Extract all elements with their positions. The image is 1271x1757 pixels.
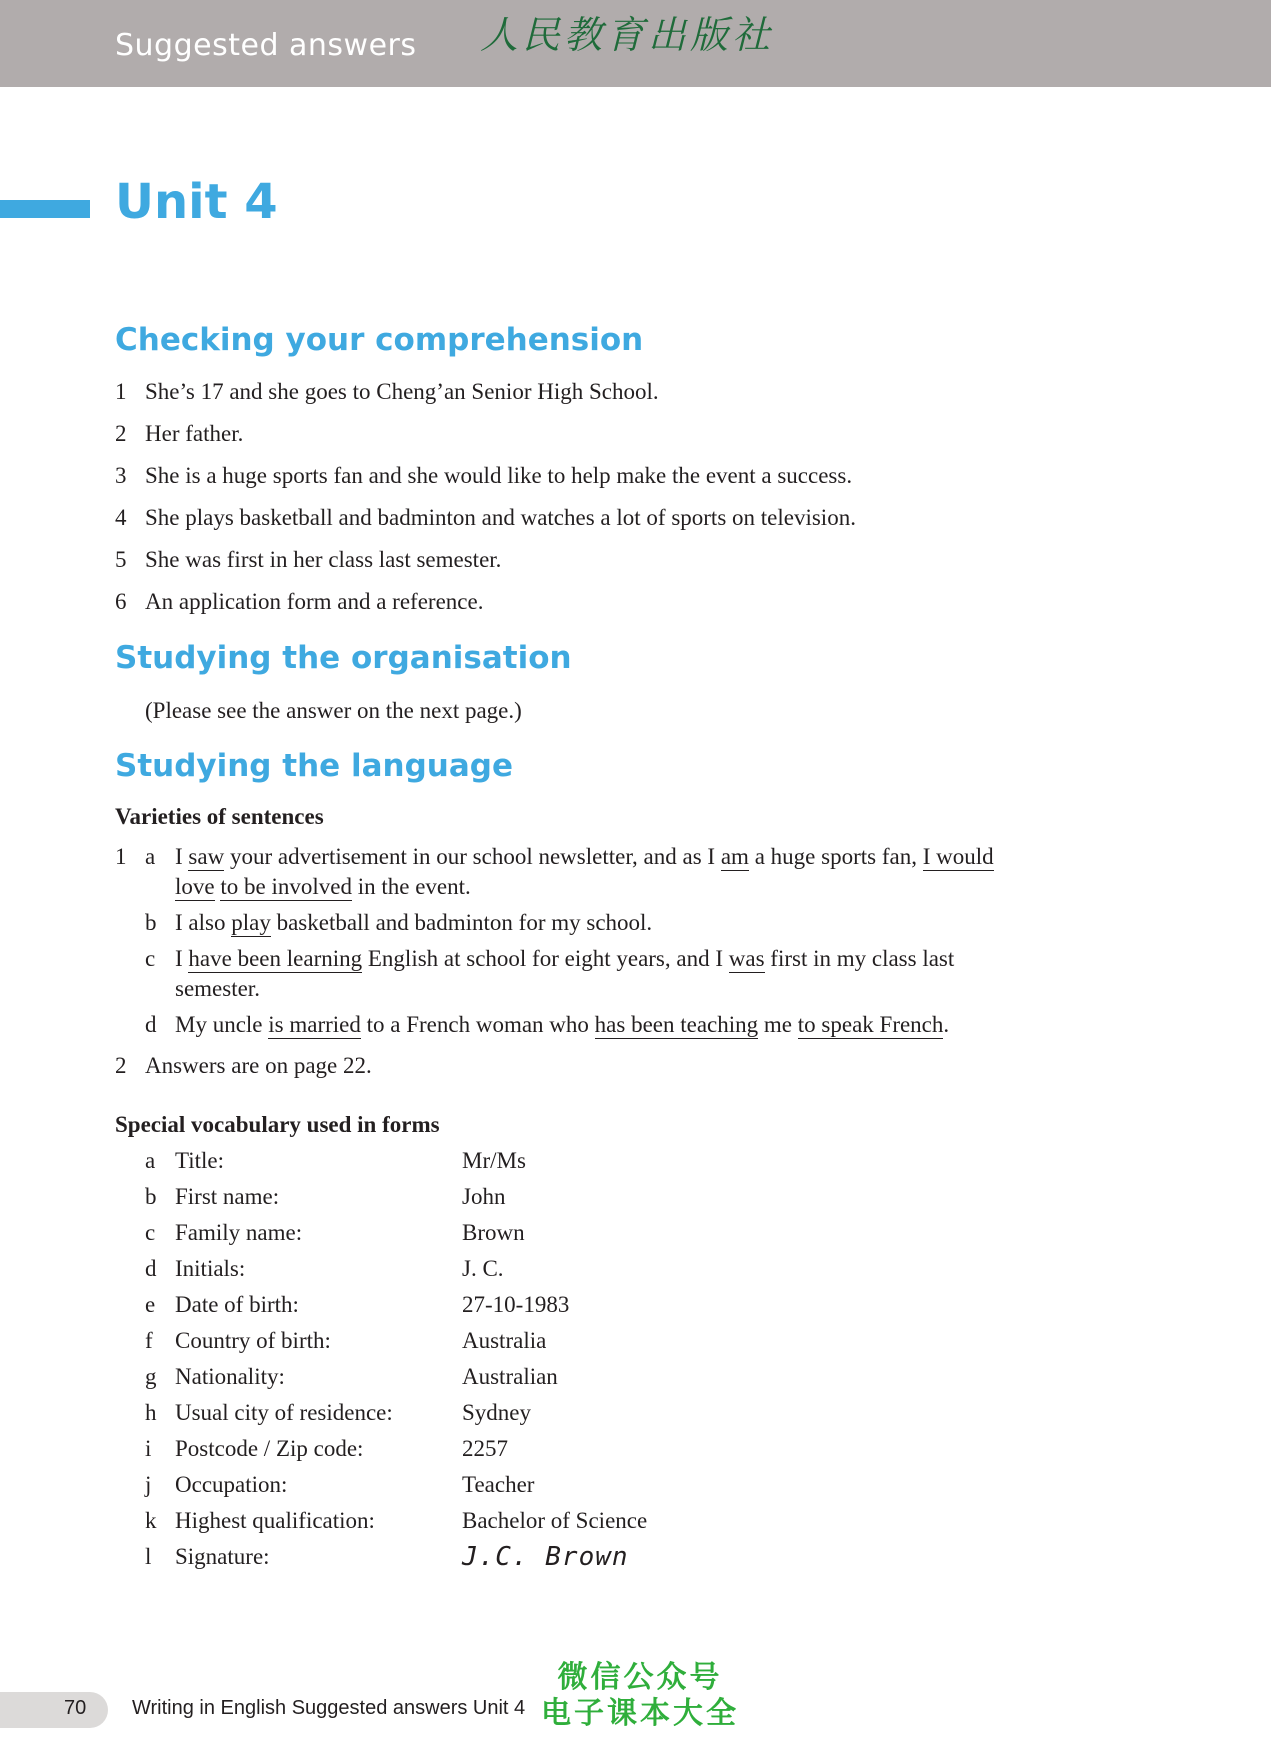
row-letter: f [145,1328,153,1353]
underlined-verb: to speak French [797,1012,944,1037]
row-letter: b [145,1184,157,1209]
row-letter: h [145,1400,157,1425]
row-value: 2257 [462,1436,508,1461]
row-value: Teacher [462,1472,535,1497]
section-heading-comprehension: Checking your comprehension [115,322,644,358]
underlined-verb: saw [188,844,225,869]
row-letter: c [145,1220,156,1245]
unit-title: Unit 4 [115,174,278,230]
section-heading-organisation: Studying the organisation [115,640,572,676]
page-number-tab [0,1692,108,1728]
row-value: Bachelor of Science [462,1508,648,1533]
underlined-verb: am [720,844,749,869]
row-letter: d [145,1256,157,1281]
row-label: Nationality: [175,1364,285,1389]
unit-accent-bar [0,200,90,218]
row-value: John [462,1184,506,1209]
watermark-line: 电子课本大全 [541,1696,739,1731]
signature: J.C. Brown [462,1542,629,1572]
row-label: Initials: [175,1256,246,1281]
underlined-verb: play [231,910,271,935]
row-label: Title: [175,1148,225,1173]
item-text: She was first in her class last semester. [145,547,502,572]
row-label: Usual city of residence: [175,1400,393,1425]
item-text: Her father. [145,421,244,446]
watermark [530,1660,750,1732]
item-number: 2 [115,421,127,446]
row-label: Postcode / Zip code: [175,1436,364,1461]
item-text: She’s 17 and she goes to Cheng’an Senior High School. [145,379,659,404]
item-letter: d [145,1012,157,1037]
item-number: 4 [115,505,127,530]
sentence-text: My uncle is married to a French woman who has been teaching me to speak French. [175,1012,950,1037]
row-letter: e [145,1292,156,1317]
item-letter: b [145,910,157,935]
organisation-note: (Please see the answer on the next page.) [145,698,522,723]
sentence-text: I saw your advertisement in our school newsletter, and as I am a huge sports fan, I would [175,844,994,869]
row-label: Highest qualification: [175,1508,375,1533]
watermark-line: 微信公众号 [557,1660,723,1695]
header-title: Suggested answers [115,28,417,63]
underlined-verb: was [728,946,765,971]
underlined-verb: has been teaching [594,1012,759,1037]
underlined-verb: is married [268,1012,361,1037]
item-text: Answers are on page 22. [145,1053,372,1078]
sentence-text: I also play basketball and badminton for my school. [175,910,653,935]
underlined-verb: I would [922,844,994,869]
item-number: 2 [115,1053,127,1078]
item-letter: a [145,844,156,869]
section-heading-language: Studying the language [115,748,514,784]
row-letter: i [145,1436,152,1461]
row-label: Family name: [175,1220,303,1245]
row-label: Occupation: [175,1472,288,1497]
subheading-vocabulary: Special vocabulary used in forms [115,1112,440,1137]
item-text: She plays basketball and badminton and watches a lot of sports on television. [145,505,856,530]
row-value: J. C. [462,1256,504,1281]
row-letter: j [145,1472,152,1497]
row-letter: a [145,1148,156,1173]
row-value: Australia [462,1328,547,1353]
row-letter: k [145,1508,157,1533]
footer-running-title: Writing in English Suggested answers Unit 4 [132,1697,526,1719]
item-number: 1 [115,844,127,869]
underlined-verb: love [175,874,215,899]
row-value: Sydney [462,1400,531,1425]
underlined-verb: have been learning [188,946,363,971]
row-label: Signature: [175,1544,270,1569]
underlined-verb: to be involved [220,874,352,899]
subheading-varieties: Varieties of sentences [115,804,324,829]
row-value: Australian [462,1364,558,1389]
item-number: 5 [115,547,127,572]
row-letter: l [145,1544,152,1569]
sentence-text: I have been learning English at school for eight years, and I was first in my class last [175,946,955,971]
page-number: 70 [64,1697,87,1719]
row-label: Date of birth: [175,1292,299,1317]
item-number: 6 [115,589,127,614]
sentence-text: love to be involved in the event. [175,874,471,899]
item-number: 3 [115,463,127,488]
row-value: Brown [462,1220,525,1245]
row-label: First name: [175,1184,280,1209]
item-text: She is a huge sports fan and she would like to help make the event a success. [145,463,853,488]
row-letter: g [145,1364,157,1389]
row-label: Country of birth: [175,1328,331,1353]
item-letter: c [145,946,156,971]
publisher-logo: 人民教育出版社 [480,13,775,57]
row-value: 27-10-1983 [462,1292,570,1317]
item-text: An application form and a reference. [145,589,484,614]
row-value: Mr/Ms [462,1148,526,1173]
item-number: 1 [115,379,127,404]
sentence-text: semester. [175,976,260,1001]
